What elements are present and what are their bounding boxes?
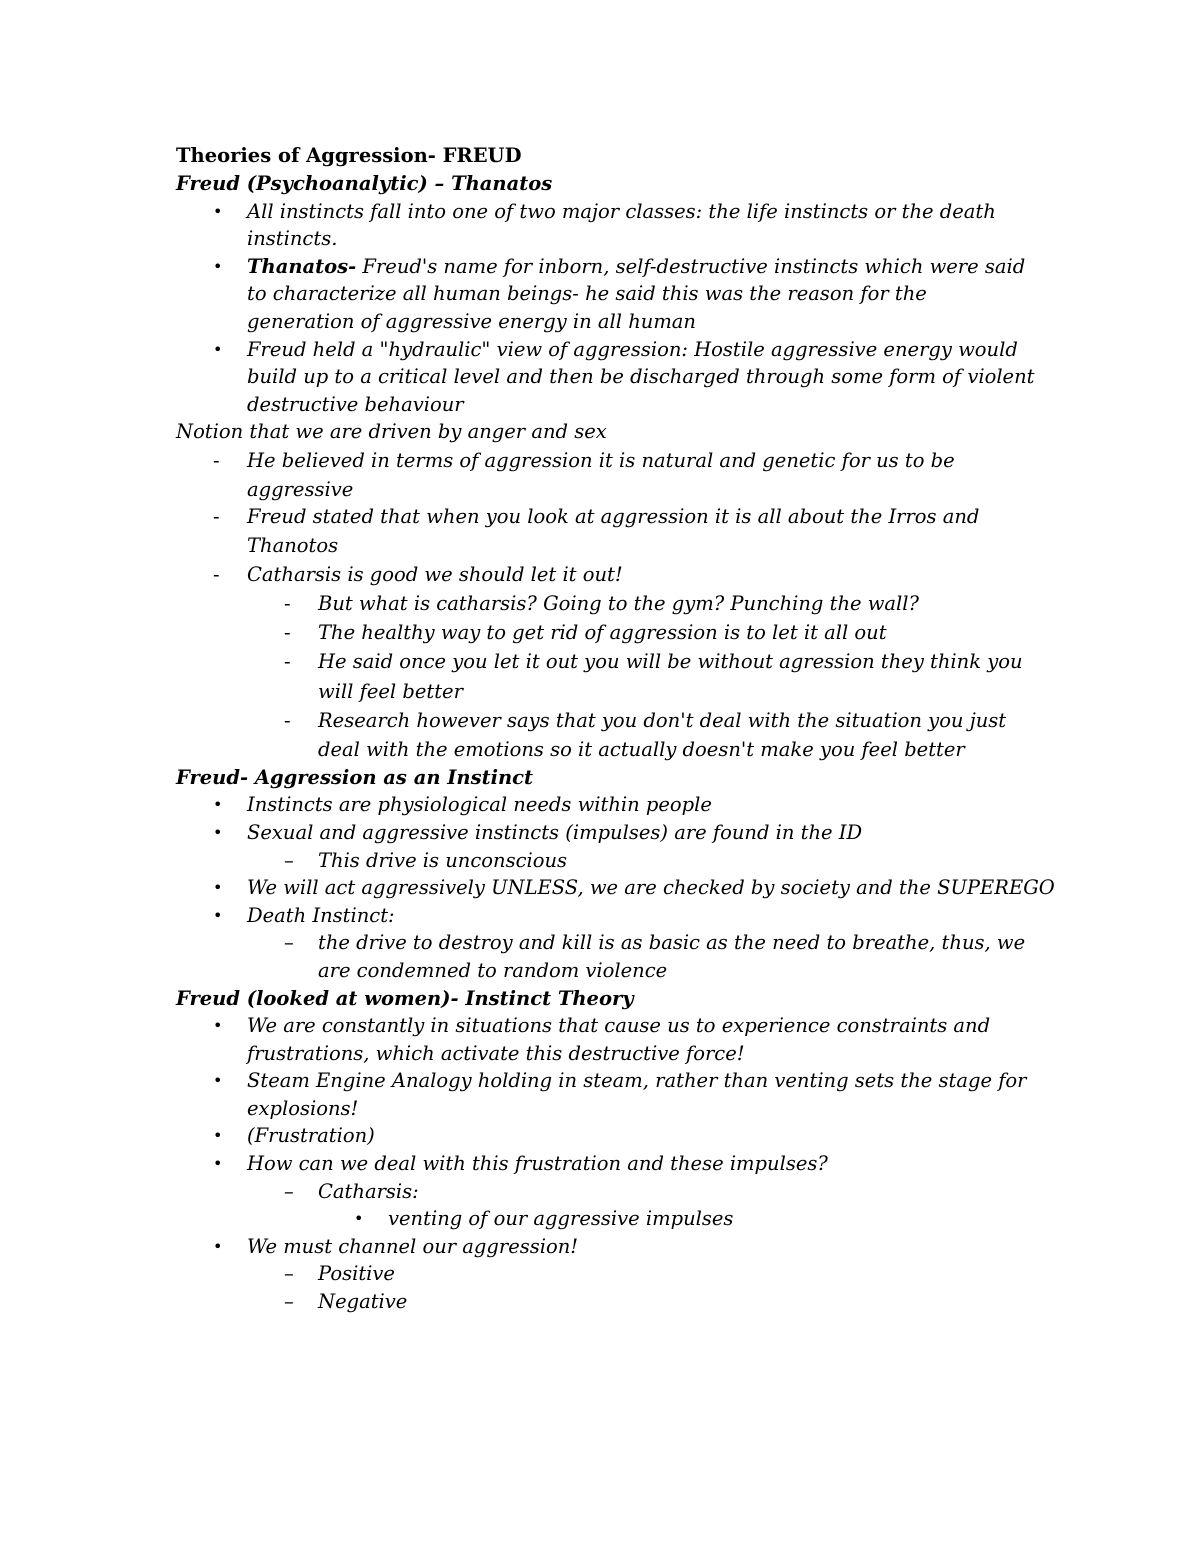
dash-marker: – xyxy=(284,849,294,872)
bullet-marker: • xyxy=(213,202,223,221)
hyphen-marker: - xyxy=(213,449,220,472)
list-item-text: deal with the emotions so it actually doesn't make you feel better xyxy=(318,738,965,761)
list-item-text: Catharsis is good we should let it out! xyxy=(247,563,623,586)
list-item-text: Catharsis: xyxy=(318,1180,419,1203)
list-item-text: How can we deal with this frustration and these impulses? xyxy=(247,1152,828,1175)
list-item-text: Instincts are physiological needs within people xyxy=(247,793,712,816)
list-item-text: We must channel our aggression! xyxy=(247,1235,579,1258)
list-item-text: (Frustration) xyxy=(247,1124,375,1147)
list-item-text: Positive xyxy=(318,1262,395,1285)
list-item-text: He said once you let it out you will be without agression they think you xyxy=(318,650,1023,673)
section-heading-instinct-theory: Freud (looked at women)- Instinct Theory xyxy=(176,987,634,1010)
hyphen-marker: - xyxy=(213,505,220,528)
list-item-text: We are constantly in situations that cause us to experience constraints and xyxy=(247,1014,991,1037)
bullet-marker: • xyxy=(213,1126,223,1145)
bullet-marker: • xyxy=(213,878,223,897)
hyphen-marker: - xyxy=(284,650,291,673)
dash-marker: – xyxy=(284,1290,294,1313)
hyphen-marker: - xyxy=(284,621,291,644)
bullet-marker: • xyxy=(213,257,223,276)
list-item-text: Thanotos xyxy=(247,534,339,557)
list-item-text: Freud held a "hydraulic" view of aggression: Hostile aggressive energy would xyxy=(247,338,1018,361)
list-item-text: aggressive xyxy=(247,478,354,501)
list-item-text: destructive behaviour xyxy=(247,393,464,416)
section-heading-thanatos: Freud (Psychoanalytic) – Thanatos xyxy=(176,172,553,195)
list-item-text: explosions! xyxy=(247,1097,359,1120)
bullet-marker: • xyxy=(213,823,223,842)
bullet-marker: • xyxy=(213,1154,223,1173)
bullet-marker: • xyxy=(213,795,223,814)
list-item-text: frustrations, which activate this destructive force! xyxy=(247,1042,745,1065)
hyphen-marker: - xyxy=(284,592,291,615)
bullet-marker: • xyxy=(213,906,223,925)
list-item-text: venting of our aggressive impulses xyxy=(388,1207,734,1230)
list-item-text: Steam Engine Analogy holding in steam, rather than venting sets the stage for xyxy=(247,1069,1027,1092)
dash-marker: – xyxy=(284,931,294,954)
list-item-text: generation of aggressive energy in all human xyxy=(247,310,696,333)
list-item-text: Freud stated that when you look at aggression it is all about the Irros and xyxy=(247,505,980,528)
list-item-text: Research however says that you don't deal with the situation you just xyxy=(318,709,1007,732)
hyphen-marker: - xyxy=(284,709,291,732)
list-item-text: He believed in terms of aggression it is natural and genetic for us to be xyxy=(247,449,955,472)
section-heading-instinct: Freud- Aggression as an Instinct xyxy=(176,766,534,789)
list-item-text xyxy=(247,253,1025,281)
list-item-text: the drive to destroy and kill is as basic as the need to breathe, thus, we xyxy=(318,931,1026,954)
list-item-text: will feel better xyxy=(318,680,463,703)
dash-marker: – xyxy=(284,1262,294,1285)
bullet-marker: • xyxy=(213,1237,223,1256)
bullet-marker: • xyxy=(213,340,223,359)
list-item-text: instincts. xyxy=(247,227,338,250)
list-item-text: Sexual and aggressive instincts (impulses) are found in the ID xyxy=(247,821,863,844)
list-item-text: Negative xyxy=(318,1290,408,1313)
list-item-text: build up to a critical level and then be discharged through some form of violent xyxy=(247,365,1035,388)
list-item-text: But what is catharsis? Going to the gym? Punching the wall? xyxy=(318,592,919,615)
list-item-text: are condemned to random violence xyxy=(318,959,668,982)
dash-marker: – xyxy=(284,1180,294,1203)
hyphen-marker: - xyxy=(213,563,220,586)
list-item-text: All instincts fall into one of two major classes: the life instincts or the death xyxy=(247,200,996,223)
list-item-text: This drive is unconscious xyxy=(318,849,568,872)
list-item-text: to characterize all human beings- he said this was the reason for the xyxy=(247,282,927,305)
term-thanatos: Thanatos- xyxy=(247,255,357,278)
section-heading-notion: Notion that we are driven by anger and sex xyxy=(176,420,607,443)
bullet-marker: • xyxy=(354,1209,364,1228)
list-item-text: We will act aggressively UNLESS, we are checked by society and the SUPEREGO xyxy=(247,876,1055,899)
bullet-marker: • xyxy=(213,1071,223,1090)
list-item-text-rest: Freud's name for inborn, self-destructive instincts which were said xyxy=(356,255,1026,278)
bullet-marker: • xyxy=(213,1016,223,1035)
document-title: Theories of Aggression- FREUD xyxy=(176,144,522,167)
list-item-text: Death Instinct: xyxy=(247,904,395,927)
list-item-text: The healthy way to get rid of aggression is to let it all out xyxy=(318,621,887,644)
